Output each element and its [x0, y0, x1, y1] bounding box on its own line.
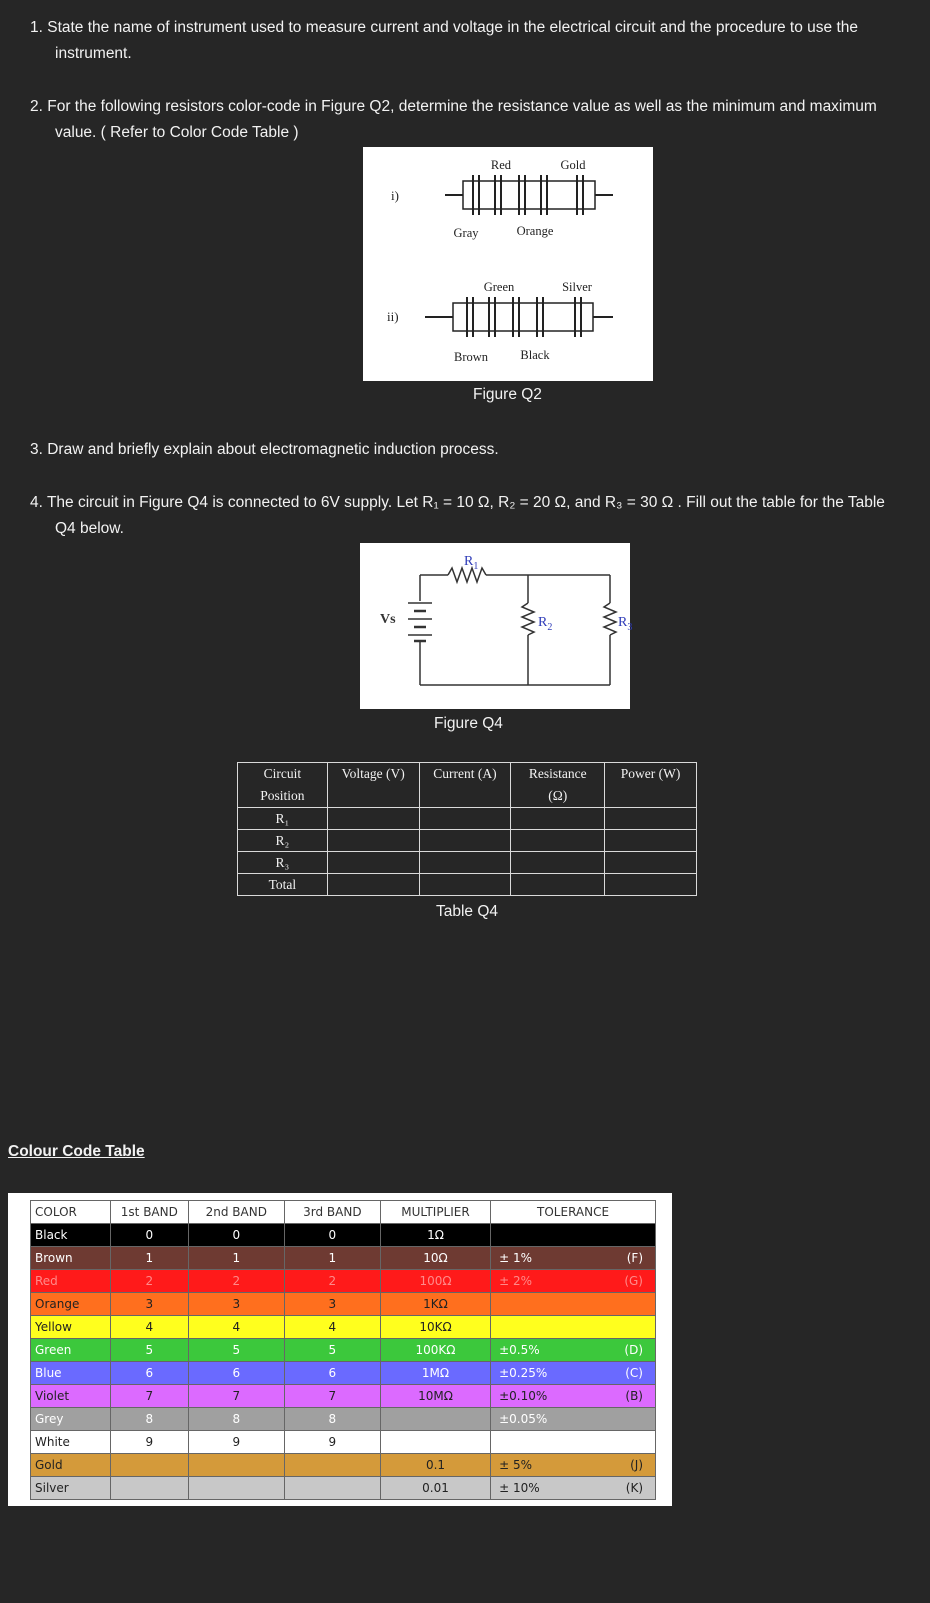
- resistor-2-top-right: Silver: [562, 280, 592, 294]
- value-cell: [188, 1477, 284, 1500]
- value-cell: 2: [284, 1270, 380, 1293]
- figure-q2-caption: Figure Q2: [473, 386, 542, 403]
- table-row: [31, 1431, 656, 1454]
- circuit-wires: [420, 568, 616, 685]
- question-4-line2: Q4 below.: [55, 520, 124, 537]
- table-row: [31, 1224, 656, 1247]
- value-cell: 100KΩ: [380, 1339, 490, 1362]
- color-name-cell: White: [31, 1431, 111, 1454]
- r3-label: $R_3$: [618, 615, 633, 633]
- value-cell: 100Ω: [380, 1270, 490, 1293]
- colour-code-table: [30, 1200, 656, 1500]
- table-row: R₃: [238, 852, 697, 874]
- value-cell: 0: [188, 1224, 284, 1247]
- color-name-cell: Silver: [31, 1477, 111, 1500]
- value-cell: 1: [284, 1247, 380, 1270]
- header-power: Power (W): [605, 763, 697, 808]
- table-row: [31, 1316, 656, 1339]
- table-row: R₂: [238, 830, 697, 852]
- question-2-line2: value. ( Refer to Color Code Table ): [55, 124, 299, 141]
- tolerance-value: ±0.10%: [499, 1389, 548, 1403]
- value-cell: 3: [284, 1293, 380, 1316]
- value-cell: 7: [188, 1385, 284, 1408]
- table-row: [31, 1293, 656, 1316]
- table-row: [31, 1408, 656, 1431]
- value-cell: 5: [188, 1339, 284, 1362]
- header-voltage: Voltage (V): [327, 763, 419, 808]
- tolerance-code: (F): [626, 1251, 643, 1265]
- question-4: [30, 490, 925, 542]
- value-cell: 5: [110, 1339, 188, 1362]
- tolerance-code: (G): [624, 1274, 643, 1288]
- tolerance-cell: [491, 1408, 656, 1431]
- resistor-1-body: [445, 175, 613, 215]
- r2-label: $R_2$: [538, 615, 553, 633]
- value-cell: 10KΩ: [380, 1316, 490, 1339]
- resistor-1-label: i): [391, 188, 399, 203]
- color-name-cell: Green: [31, 1339, 111, 1362]
- table-row: [31, 1270, 656, 1293]
- value-cell: 6: [110, 1362, 188, 1385]
- tolerance-value: ±0.5%: [499, 1343, 540, 1357]
- resistor-2-top-left: Green: [483, 280, 515, 294]
- resistor-2-bottom-right: Black: [520, 348, 550, 362]
- r1-label: $R_1$: [464, 554, 479, 572]
- value-cell: 0.01: [380, 1477, 490, 1500]
- value-cell: [380, 1431, 490, 1454]
- table-q4: [237, 762, 697, 896]
- tolerance-code: (K): [625, 1481, 643, 1495]
- circuit-diagram: [360, 543, 633, 709]
- value-cell: 6: [284, 1362, 380, 1385]
- tolerance-code: (C): [625, 1366, 643, 1380]
- table-header-row: COLOR 1st BAND 2nd BAND 3rd BAND MULTIPLIER TOLERANCE: [31, 1201, 656, 1224]
- r3-label-subscript: 3: [627, 622, 633, 633]
- tolerance-cell: [491, 1339, 656, 1362]
- color-name-cell: Gold: [31, 1454, 111, 1477]
- table-row: [31, 1454, 656, 1477]
- value-cell: [284, 1477, 380, 1500]
- tolerance-cell: [491, 1316, 656, 1339]
- color-name-cell: Orange: [31, 1293, 111, 1316]
- table-row: [31, 1339, 656, 1362]
- figure-q4: [360, 543, 633, 709]
- value-cell: 5: [284, 1339, 380, 1362]
- header-current: Current (A): [419, 763, 511, 808]
- value-cell: [110, 1454, 188, 1477]
- resistor-diagram: [363, 147, 653, 381]
- color-name-cell: Yellow: [31, 1316, 111, 1339]
- question-2: [30, 94, 925, 146]
- color-name-cell: Blue: [31, 1362, 111, 1385]
- value-cell: 2: [110, 1270, 188, 1293]
- resistor-1-bottom-right: Orange: [516, 224, 554, 238]
- value-cell: 1: [110, 1247, 188, 1270]
- value-cell: 3: [110, 1293, 188, 1316]
- r1-label-subscript: 1: [473, 561, 479, 572]
- header-circuit-position: Circuit Position: [238, 763, 328, 808]
- color-name-cell: Red: [31, 1270, 111, 1293]
- tolerance-code: (B): [625, 1389, 643, 1403]
- tolerance-code: (D): [624, 1343, 643, 1357]
- value-cell: 9: [110, 1431, 188, 1454]
- colour-code-title: Colour Code Table: [8, 1143, 145, 1160]
- table-row: [31, 1385, 656, 1408]
- table-row: Total: [238, 874, 697, 896]
- value-cell: 0: [284, 1224, 380, 1247]
- r2-label-subscript: 2: [547, 622, 553, 633]
- source-label: Vs: [380, 612, 396, 627]
- resistor-1-top-left: Red: [490, 158, 512, 172]
- resistor-1-top-right: Gold: [560, 158, 586, 172]
- resistor-1-bottom-left: Gray: [453, 226, 479, 240]
- value-cell: 4: [110, 1316, 188, 1339]
- value-cell: 4: [188, 1316, 284, 1339]
- value-cell: 7: [284, 1385, 380, 1408]
- tolerance-cell: [491, 1224, 656, 1247]
- tolerance-cell: [491, 1270, 656, 1293]
- value-cell: [380, 1408, 490, 1431]
- resistor-2-body: [425, 297, 613, 337]
- question-4-line1: 4. The circuit in Figure Q4 is connected to 6V supply. Let R₁ = 10 Ω, R₂ = 20 Ω, and R₃ = 30 Ω . Fill out the table for the Table: [30, 494, 885, 511]
- tolerance-value: ± 10%: [499, 1481, 540, 1495]
- question-1-line1: 1. State the name of instrument used to measure current and voltage in the electrical circuit and the procedure to use the: [30, 19, 859, 36]
- value-cell: 4: [284, 1316, 380, 1339]
- tolerance-cell: [491, 1385, 656, 1408]
- tolerance-cell: [491, 1454, 656, 1477]
- value-cell: 3: [188, 1293, 284, 1316]
- value-cell: 0: [110, 1224, 188, 1247]
- table-q4-caption: Table Q4: [436, 903, 499, 920]
- value-cell: 9: [284, 1431, 380, 1454]
- tolerance-cell: [491, 1431, 656, 1454]
- tolerance-value: ± 5%: [499, 1458, 533, 1472]
- tolerance-cell: [491, 1477, 656, 1500]
- tolerance-cell: [491, 1362, 656, 1385]
- value-cell: [284, 1454, 380, 1477]
- question-3-line1: 3. Draw and briefly explain about electromagnetic induction process.: [30, 441, 499, 458]
- value-cell: 10Ω: [380, 1247, 490, 1270]
- value-cell: 2: [188, 1270, 284, 1293]
- color-name-cell: Black: [31, 1224, 111, 1247]
- tolerance-cell: [491, 1293, 656, 1316]
- value-cell: 1Ω: [380, 1224, 490, 1247]
- value-cell: 1MΩ: [380, 1362, 490, 1385]
- color-name-cell: Brown: [31, 1247, 111, 1270]
- color-name-cell: Grey: [31, 1408, 111, 1431]
- value-cell: 9: [188, 1431, 284, 1454]
- question-3: [30, 437, 925, 463]
- question-2-line1: 2. For the following resistors color-code in Figure Q2, determine the resistance value as well as the minimum and maximum: [30, 98, 877, 115]
- table-row: [31, 1477, 656, 1500]
- tolerance-value: ±0.25%: [499, 1366, 548, 1380]
- value-cell: 10MΩ: [380, 1385, 490, 1408]
- tolerance-code: (J): [630, 1458, 643, 1472]
- header-resistance: Resistance (Ω): [511, 763, 605, 808]
- value-cell: 1: [188, 1247, 284, 1270]
- tolerance-value: ± 2%: [499, 1274, 533, 1288]
- value-cell: 7: [110, 1385, 188, 1408]
- resistor-2-bottom-left: Brown: [453, 350, 489, 364]
- figure-q4-caption: Figure Q4: [434, 715, 503, 732]
- table-row: [31, 1247, 656, 1270]
- colour-code-table-panel: [8, 1193, 672, 1506]
- figure-q2: [363, 147, 653, 381]
- question-1: [30, 15, 925, 67]
- value-cell: [110, 1477, 188, 1500]
- color-name-cell: Violet: [31, 1385, 111, 1408]
- tolerance-value: ± 1%: [499, 1251, 533, 1265]
- value-cell: 8: [110, 1408, 188, 1431]
- battery-icon: [408, 603, 432, 641]
- resistor-2-label: ii): [387, 309, 399, 324]
- table-row: R₁: [238, 808, 697, 830]
- value-cell: 0.1: [380, 1454, 490, 1477]
- value-cell: 1KΩ: [380, 1293, 490, 1316]
- value-cell: [188, 1454, 284, 1477]
- question-1-line2: instrument.: [55, 45, 132, 62]
- table-row: [31, 1362, 656, 1385]
- value-cell: 6: [188, 1362, 284, 1385]
- tolerance-cell: [491, 1247, 656, 1270]
- value-cell: 8: [188, 1408, 284, 1431]
- tolerance-value: ±0.05%: [499, 1412, 548, 1426]
- value-cell: 8: [284, 1408, 380, 1431]
